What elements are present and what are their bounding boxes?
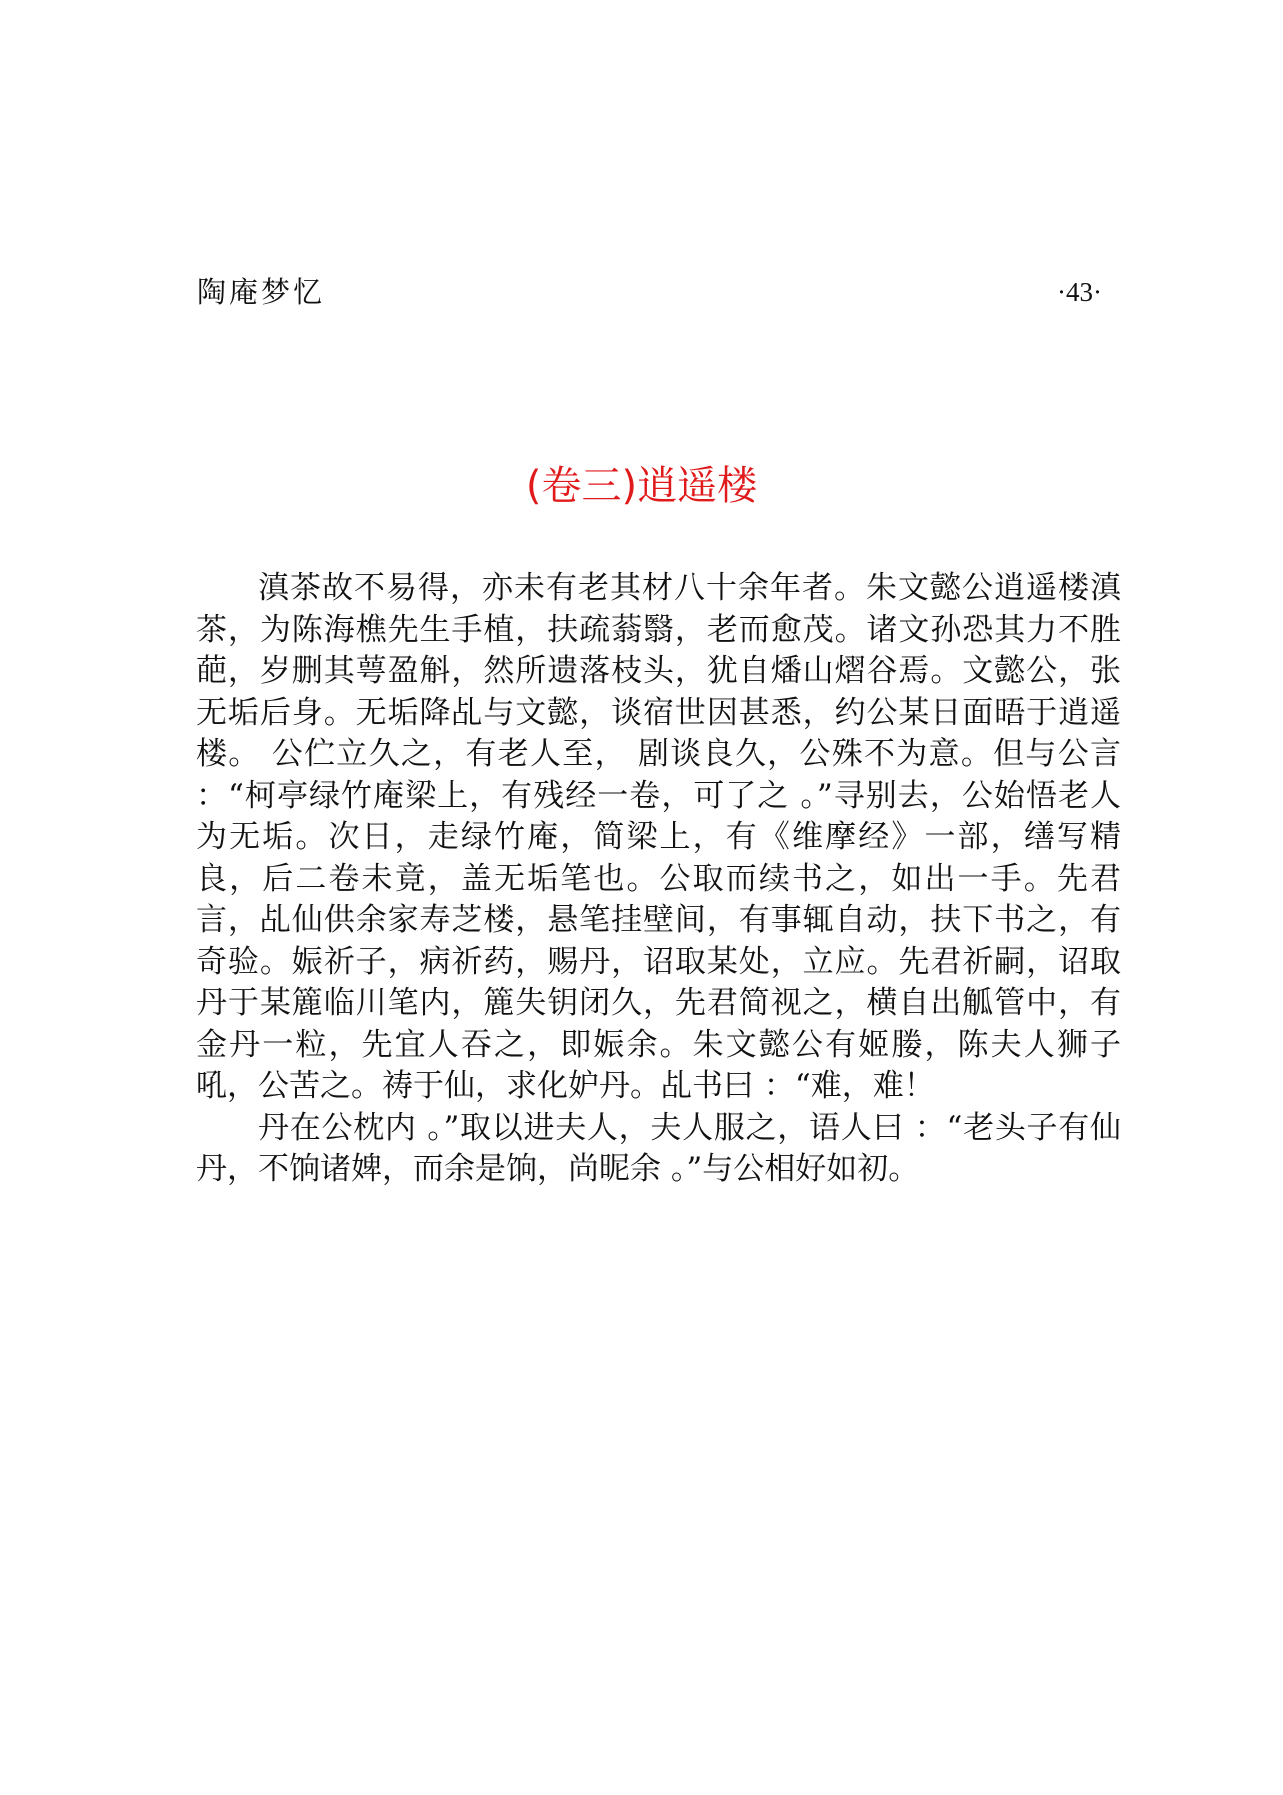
running-header xyxy=(197,270,1102,314)
paragraph: 滇茶故不易得，亦未有老其材八十余年者。朱文懿公逍遥楼滇茶，为陈海樵先生手植，扶疏蓊翳，老而愈茂。诸文孙恐其力不胜葩，岁删其萼盈斛，然所遗落枝头，犹自燔山熠谷焉。文懿公，张无垢后身。无垢降乩与文懿，谈宿世因甚悉，约公某日面晤于逍遥楼。 公伫立久之，有老人至， 剧谈良久，公殊不为意。但与公言 ：“柯亭绿竹庵梁上，有残经一卷，可了之 。”寻别去，公始悟老人为无垢。次日，走绿竹庵，简梁上，有《维摩经》一部，缮写精良，后二卷未竟，盖无垢笔也。公取而续书之，如出一手。先君言，乩仙供余家寿芝楼，悬笔挂壁间，有事辄自动，扶下书之，有奇验。娠祈子，病祈药，赐丹，诏取某处，立应。先君祈嗣，诏取丹于某簏临川笔内，簏失钥闭久，先君简视之，横自出觚管中，有金丹一粒，先宜人吞之，即娠余。朱文懿公有姬媵，陈夫人狮子吼，公苦之。祷于仙，求化妒丹。乩书曰 ：“难，难！ xyxy=(196,570,1121,1104)
chapter-title: (卷三)逍遥楼 xyxy=(525,463,758,509)
body-text xyxy=(196,568,1121,1191)
paragraph: 丹在公枕内 。”取以进夫人，夫人服之，语人曰 ：“老头子有仙丹，不饷诸婢，而余是饷，尚昵余 。”与公相好如初。 xyxy=(196,1109,1121,1187)
page-number: ·43· xyxy=(1057,277,1102,307)
book-title: 陶庵梦忆 xyxy=(197,275,326,309)
